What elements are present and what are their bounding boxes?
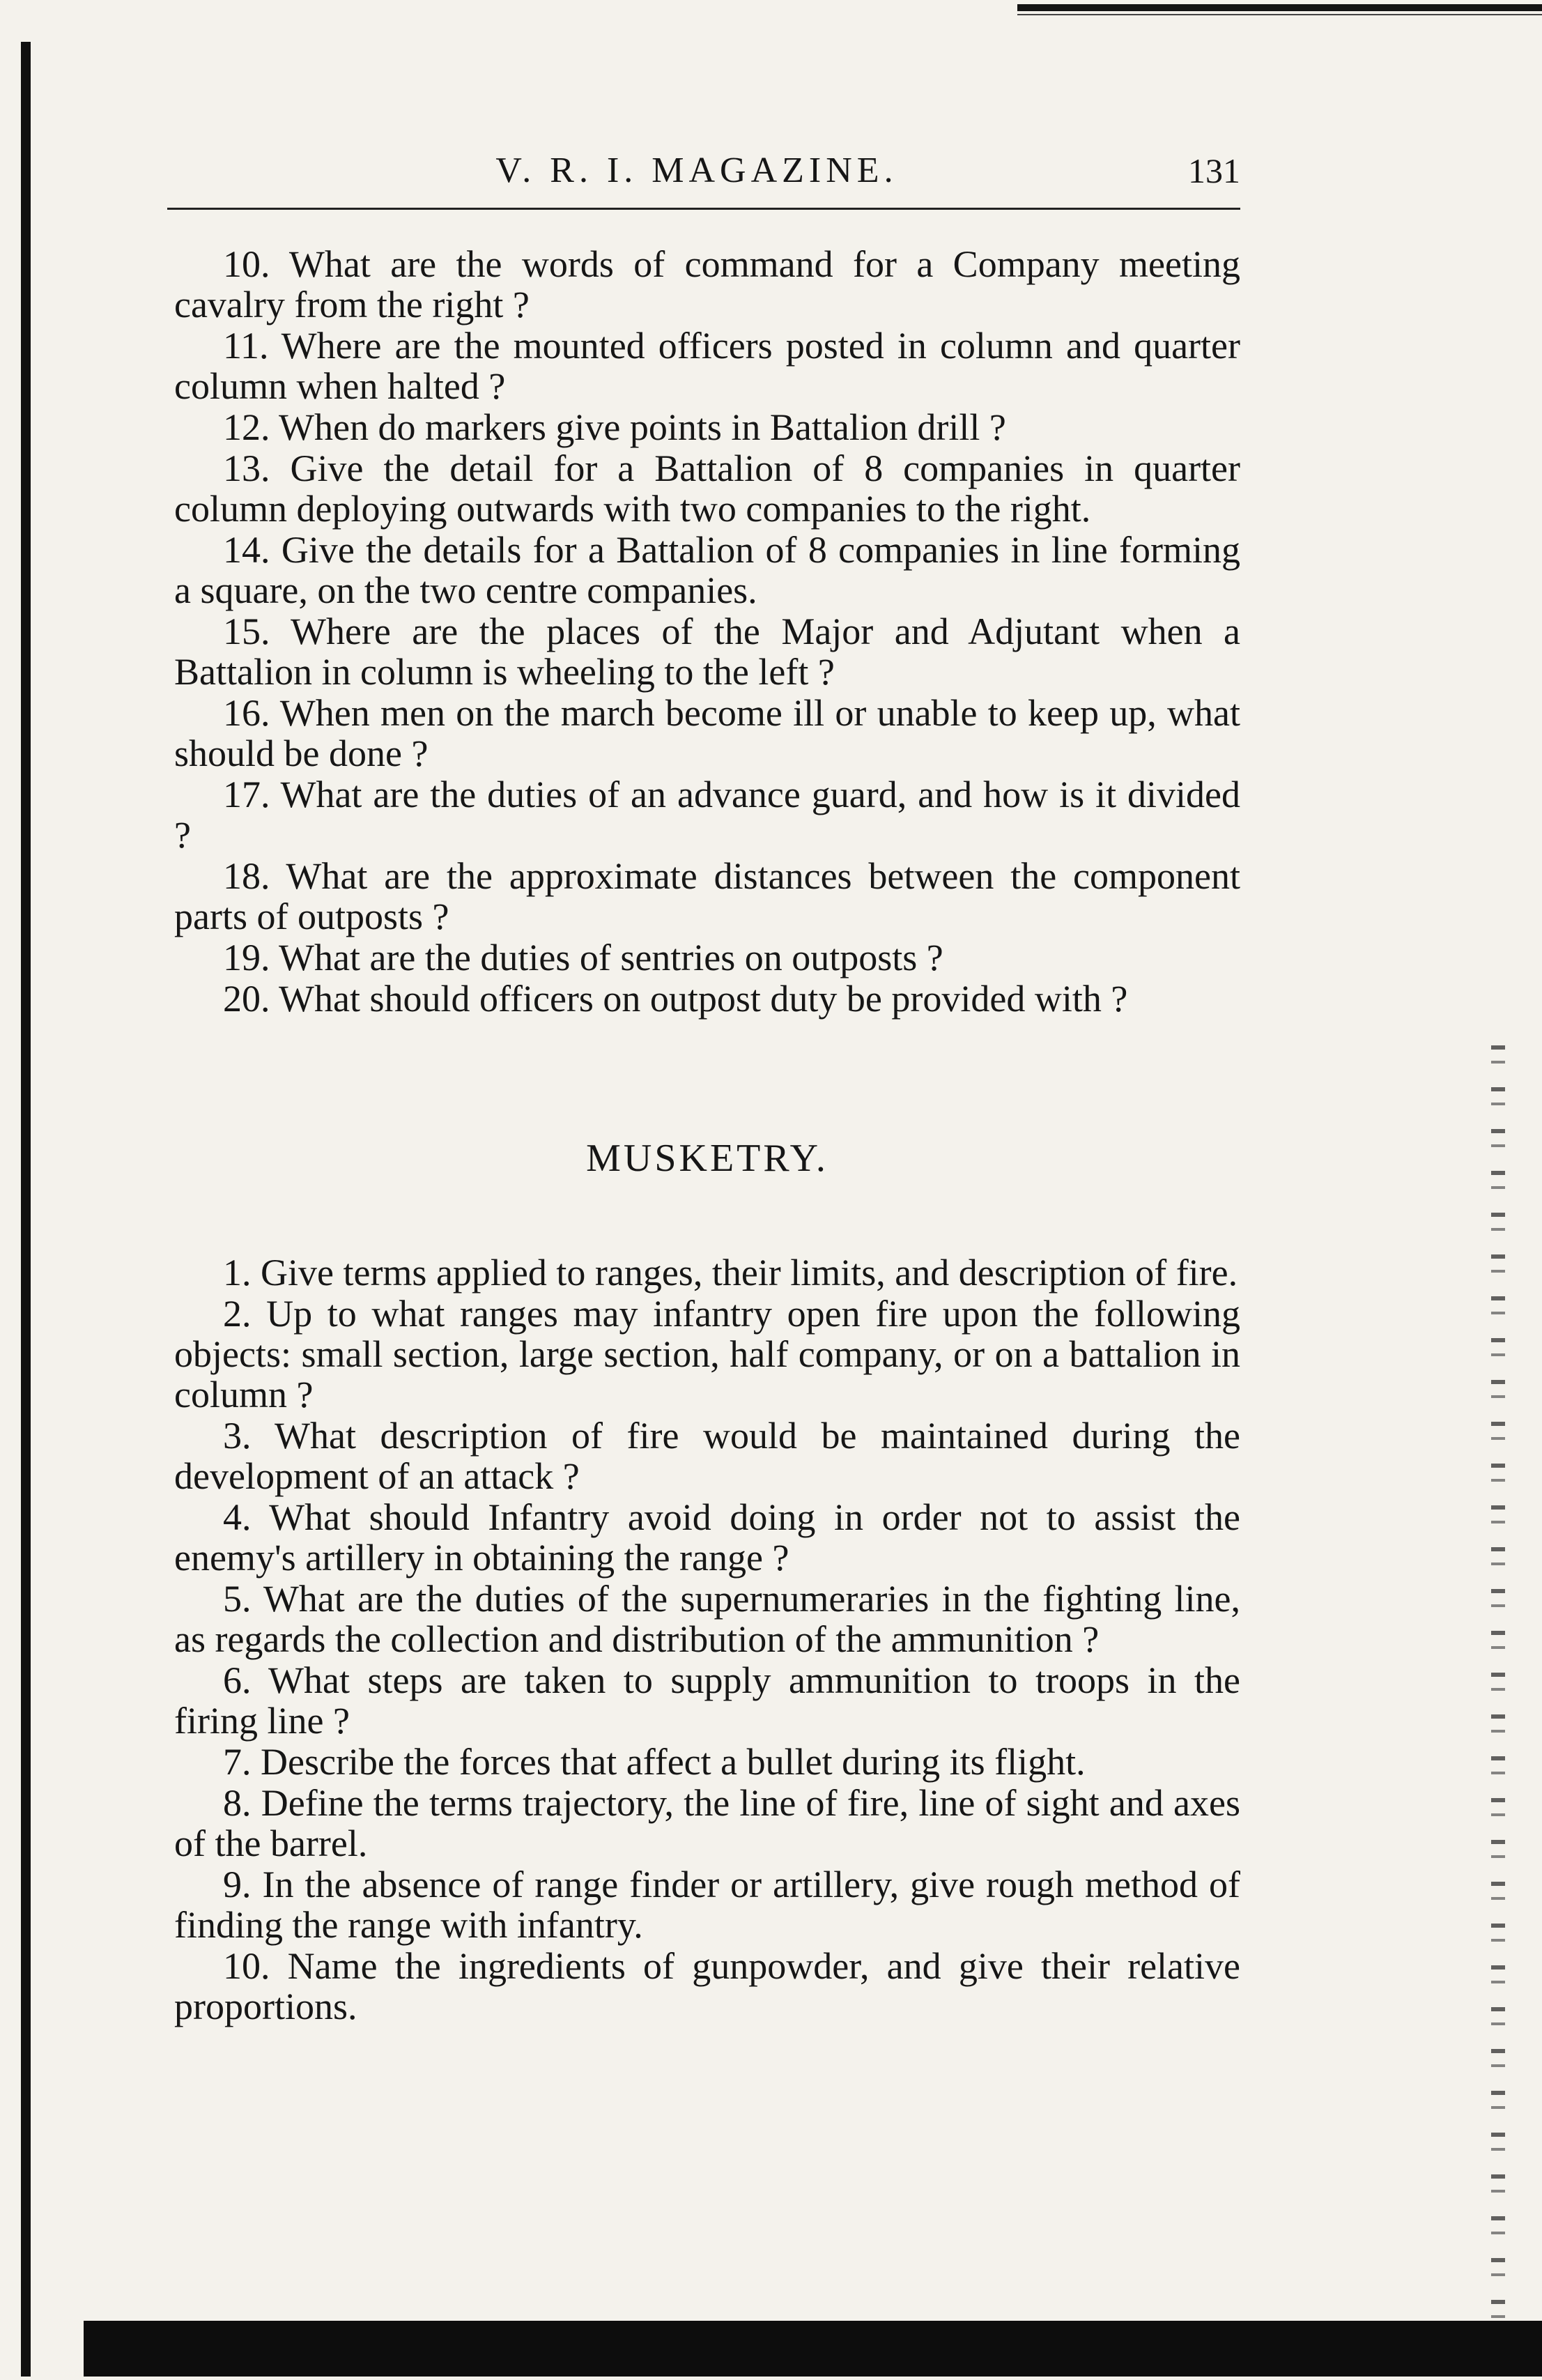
question-17: 17. What are the duties of an advance guard, and how is it divided ? <box>174 774 1240 856</box>
scan-bottom-rule <box>84 2321 1542 2377</box>
question-19: 19. What are the duties of sentries on outposts ? <box>223 937 943 978</box>
scan-right-edge-noise <box>1491 1045 1505 2370</box>
musketry-question-6: 6. What steps are taken to supply ammunition to troops in the firing line ? <box>174 1659 1240 1742</box>
page-header <box>153 143 1240 199</box>
musketry-question-1: 1. Give terms applied to ranges, their limits, and description of fire. <box>223 1252 1238 1293</box>
page-number: 131 <box>1188 151 1240 190</box>
question-16: 16. When men on the march become ill or unable to keep up, what should be done ? <box>174 692 1240 774</box>
musketry-question-7: 7. Describe the forces that affect a bullet during its flight. <box>223 1741 1086 1783</box>
musketry-question-3: 3. What description of fire would be maintained during the development of an attack ? <box>174 1415 1240 1497</box>
musketry-question-5: 5. What are the duties of the supernumeraries in the fighting line, as regards the collection and distribution of the ammunition ? <box>174 1578 1240 1660</box>
scan-top-rule <box>1017 4 1542 11</box>
section-heading-musketry: MUSKETRY. <box>586 1137 828 1180</box>
scan-left-edge <box>21 42 31 2377</box>
musketry-question-8: 8. Define the terms trajectory, the line of fire, line of sight and axes of the barrel. <box>174 1782 1240 1864</box>
question-12: 12. When do markers give points in Battalion drill ? <box>223 406 1006 448</box>
question-10: 10. What are the words of command for a Company meeting cavalry from the right ? <box>174 243 1240 325</box>
musketry-question-4: 4. What should Infantry avoid doing in order not to assist the enemy's artillery in obtaining the range ? <box>174 1496 1240 1579</box>
scan-top-rule-thin <box>1017 14 1542 15</box>
question-11: 11. Where are the mounted officers posted in column and quarter column when halted ? <box>174 325 1240 407</box>
musketry-question-9: 9. In the absence of range finder or artillery, give rough method of finding the range with infantry. <box>174 1864 1240 1946</box>
question-20: 20. What should officers on outpost duty be provided with ? <box>223 978 1128 1020</box>
musketry-question-10: 10. Name the ingredients of gunpowder, and give their relative proportions. <box>174 1945 1240 2027</box>
question-13: 13. Give the detail for a Battalion of 8 companies in quarter column deploying outwards with two companies to the right. <box>174 447 1240 530</box>
question-15: 15. Where are the places of the Major and Adjutant when a Battalion in column is wheeling to the left ? <box>174 611 1240 693</box>
header-rule <box>167 208 1240 210</box>
drill-questions <box>174 244 1240 1019</box>
musketry-question-2: 2. Up to what ranges may infantry open fire upon the following objects: small section, large section, half company, or on a battalion in column ? <box>174 1293 1240 1415</box>
page-body <box>174 244 1240 2027</box>
question-18: 18. What are the approximate distances between the component parts of outposts ? <box>174 855 1240 937</box>
running-title: V. R. I. MAGAZINE. <box>495 151 898 190</box>
musketry-questions <box>174 1252 1240 2027</box>
question-14: 14. Give the details for a Battalion of 8 companies in line forming a square, on the two centre companies. <box>174 529 1240 611</box>
